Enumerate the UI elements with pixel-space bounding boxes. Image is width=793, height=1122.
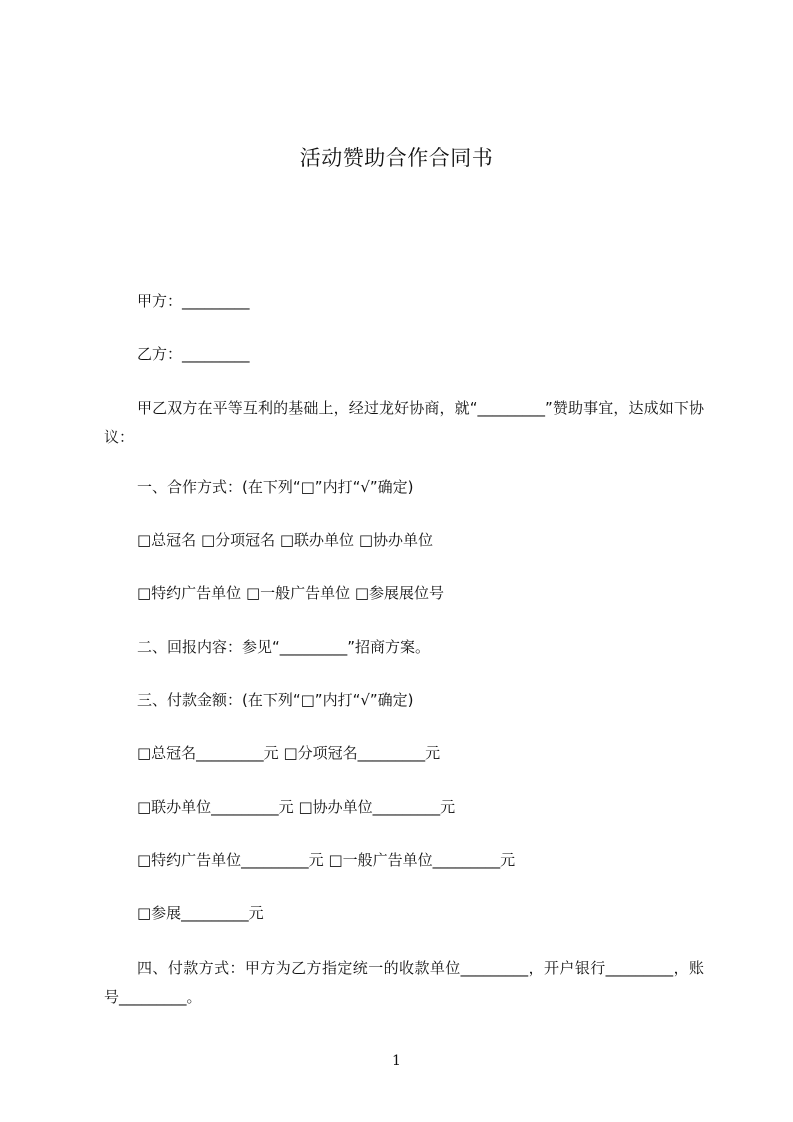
section2-heading: 二、回报内容：参见“_________”招商方案。 (137, 638, 431, 656)
section3-amount-row3: □特约广告单位_________元 □一般广告单位_________元 (137, 851, 516, 869)
section1-options-row1: □总冠名 □分项冠名 □联办单位 □协办单位 (137, 531, 433, 549)
section1-options-row2: □特约广告单位 □一般广告单位 □参展展位号 (137, 584, 445, 602)
document-title: 活动赞助合作合同书 (299, 146, 494, 170)
section3-heading: 三、付款金额：(在下列“□”内打“√”确定) (137, 691, 414, 709)
page-number: 1 (392, 1053, 401, 1069)
party-a-line: 甲方：_________ (137, 292, 250, 310)
section3-amount-row2: □联办单位_________元 □协办单位_________元 (137, 798, 456, 816)
preamble-paragraph: 甲乙双方在平等互利的基础上，经过龙好协商，就“_________”赞助事宜，达成如下协议： (104, 399, 704, 446)
section1-heading: 一、合作方式：(在下列“□”内打“√”确定) (137, 478, 414, 496)
section3-amount-row1: □总冠名_________元 □分项冠名_________元 (137, 744, 441, 762)
party-b-line: 乙方：_________ (137, 345, 250, 363)
section4-paragraph: 四、付款方式：甲方为乙方指定统一的收款单位_________，开户银行_________，账号_________。 (104, 959, 704, 1006)
section3-amount-row4: □参展_________元 (137, 904, 264, 922)
